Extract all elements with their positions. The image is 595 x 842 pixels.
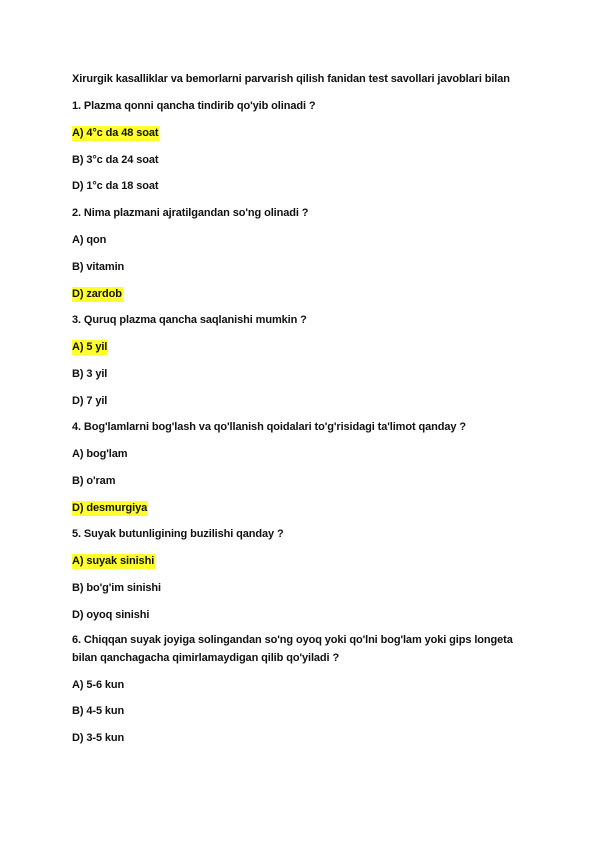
- correct-answer-highlight: A) 4°c da 48 soat: [72, 127, 159, 139]
- question-2-option-b: B) vitamin: [72, 261, 125, 273]
- question-1-option-a: [72, 126, 159, 141]
- question-4: 4. Bog'lamlarni bog'lash va qo'llanish qoidalari to'g'risidagi ta'limot qanday ?: [72, 421, 466, 433]
- question-6-option-a: A) 5-6 kun: [72, 679, 125, 691]
- question-3-option-b: B) 3 yil: [72, 368, 108, 380]
- question-5-option-b: B) bo'g'im sinishi: [72, 582, 161, 594]
- question-6-option-d: D) 3-5 kun: [72, 732, 125, 744]
- question-1: 1. Plazma qonni qancha tindirib qo'yib olinadi ?: [72, 100, 316, 112]
- question-6-option-b: B) 4-5 kun: [72, 705, 125, 717]
- question-5-option-d: D) oyoq sinishi: [72, 609, 150, 621]
- correct-answer-highlight: A) suyak sinishi: [72, 555, 155, 567]
- document-title: Xirurgik kasalliklar va bemorlarni parvarish qilish fanidan test savollari javoblari bilan: [72, 73, 510, 85]
- question-4-option-b: B) o'ram: [72, 475, 116, 487]
- question-6: 6. Chiqqan suyak joyiga solingandan so'ng oyoq yoki qo'lni bog'lam yoki gips longeta bilan qanchagacha qimirlamaydigan qilib qo'yiladi ?: [72, 634, 513, 664]
- question-5-option-a: [72, 554, 155, 569]
- correct-answer-highlight: D) zardob: [72, 288, 122, 300]
- question-2-option-d: [72, 287, 123, 302]
- correct-answer-highlight: A) 5 yil: [72, 341, 108, 353]
- question-2: 2. Nima plazmani ajratilgandan so'ng olinadi ?: [72, 207, 309, 219]
- question-2-option-a: A) qon: [72, 234, 107, 246]
- question-5: 5. Suyak butunligining buzilishi qanday ?: [72, 528, 284, 540]
- question-3: 3. Quruq plazma qancha saqlanishi mumkin ?: [72, 314, 307, 326]
- question-4-option-d: [72, 501, 148, 516]
- correct-answer-highlight: D) desmurgiya: [72, 502, 148, 514]
- question-4-option-a: A) bog'lam: [72, 448, 128, 460]
- question-3-option-a: [72, 340, 108, 355]
- question-3-option-d: D) 7 yil: [72, 395, 108, 407]
- question-1-option-d: D) 1°c da 18 soat: [72, 180, 159, 192]
- question-1-option-b: B) 3°c da 24 soat: [72, 154, 159, 166]
